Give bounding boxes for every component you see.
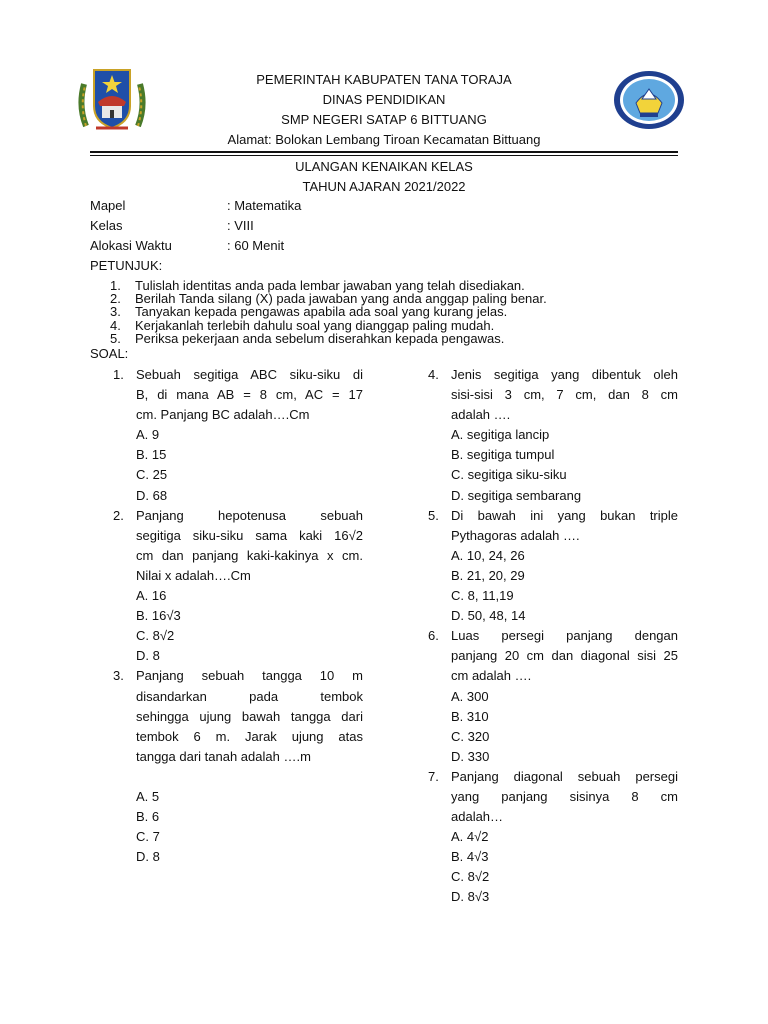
question-body	[451, 506, 678, 627]
answer-option: C. 8√2	[136, 628, 175, 644]
letterhead-divider-thin	[90, 155, 678, 156]
question-text-line: adalah…	[451, 809, 504, 825]
info-value: : Matematika	[227, 198, 302, 213]
question-text-line: Panjang hepotenusa sebuah	[136, 507, 363, 523]
info-value: : VIII	[227, 218, 254, 233]
question-item	[428, 506, 678, 627]
info-label: Mapel	[90, 198, 126, 213]
instruction-text: Kerjakanlah terlebih dahulu soal yang dianggap paling mudah.	[135, 317, 495, 333]
answer-option: B. 6	[136, 808, 160, 824]
question-text-line: Jenis segitiga yang dibentuk oleh	[451, 367, 678, 382]
question-text-line: Di bawah ini yang bukan triple	[451, 507, 678, 523]
instruction-item	[110, 305, 547, 318]
question-body	[136, 506, 363, 667]
question-body	[451, 365, 678, 506]
question-body	[136, 365, 363, 506]
regency-emblem-icon	[76, 66, 148, 132]
question-text-line: cm. Panjang BC adalah….Cm	[136, 407, 310, 423]
question-number: 3.	[113, 668, 124, 684]
letterhead-school: SMP NEGERI SATAP 6 BITTUANG	[281, 112, 487, 127]
question-number: 5.	[428, 507, 439, 523]
question-item	[428, 626, 678, 767]
answer-option: D. 8	[136, 648, 160, 664]
letterhead-address: Alamat: Bolokan Lembang Tiroan Kecamatan Bittuang	[227, 132, 541, 147]
question-text-line: yang panjang sisinya 8 cm	[451, 788, 678, 804]
info-label: Alokasi Waktu	[90, 238, 172, 253]
question-number: 2.	[113, 507, 124, 523]
answer-option: C. 320	[451, 728, 490, 744]
question-text-line: disandarkan pada tembok	[136, 688, 363, 704]
exam-info	[90, 196, 301, 256]
exam-title	[200, 157, 568, 197]
question-number: 1.	[113, 367, 124, 382]
question-spacer	[136, 767, 363, 787]
letterhead	[200, 70, 568, 150]
answer-option: A. 300	[451, 688, 489, 704]
answer-option: D. 8	[136, 849, 160, 865]
question-text-line: segitiga siku-siku sama kaki 16√2	[136, 527, 363, 543]
answer-option: D. 68	[136, 487, 168, 503]
question-body	[451, 767, 678, 908]
answer-option: A. 4√2	[451, 829, 489, 845]
question-text-line: Nilai x adalah….Cm	[136, 567, 251, 583]
question-text-line: Panjang diagonal sebuah persegi	[451, 768, 678, 784]
question-text-line: B, di mana AB = 8 cm, AC = 17	[136, 387, 363, 403]
tut-wuri-handayani-logo-icon	[612, 69, 686, 131]
question-number: 6.	[428, 628, 439, 644]
question-number: 4.	[428, 367, 439, 382]
answer-option: C. segitiga siku-siku	[451, 467, 567, 483]
answer-option: B. 310	[451, 708, 489, 724]
instruction-text: Tulislah identitas anda pada lembar jawaban yang telah disediakan.	[135, 278, 525, 293]
info-value: : 60 Menit	[227, 238, 285, 253]
instruction-item	[110, 332, 547, 345]
question-body	[136, 666, 363, 867]
question-text-line: Sebuah segitiga ABC siku-siku di	[136, 367, 363, 382]
answer-option: C. 25	[136, 467, 168, 483]
instruction-text: Periksa pekerjaan anda sebelum diserahkan kepada pengawas.	[135, 330, 505, 346]
questions-column-right	[428, 365, 678, 908]
answer-option: C. 8, 11,19	[451, 588, 514, 604]
exam-title-name: ULANGAN KENAIKAN KELAS	[295, 159, 473, 174]
question-text-line: cm dan panjang kaki-kakinya x cm.	[136, 547, 363, 563]
question-item	[428, 365, 678, 506]
questions-column-left	[113, 365, 363, 867]
questions-heading: SOAL:	[90, 346, 129, 361]
letterhead-government: PEMERINTAH KABUPATEN TANA TORAJA	[256, 72, 512, 87]
answer-option: B. segitiga tumpul	[451, 447, 555, 463]
answer-option: C. 8√2	[451, 869, 490, 885]
answer-option: A. segitiga lancip	[451, 427, 550, 443]
answer-option: D. 330	[451, 748, 490, 764]
info-row-subject	[90, 196, 301, 216]
exam-title-year: TAHUN AJARAN 2021/2022	[302, 179, 466, 194]
info-row-time	[90, 236, 301, 256]
answer-option: C. 7	[136, 829, 160, 845]
question-text-line: tembok 6 m. Jarak ujung atas	[136, 728, 363, 744]
question-text-line: sisi-sisi 3 cm, 7 cm, dan 8 cm	[451, 387, 678, 403]
question-item	[428, 767, 678, 908]
instruction-number: 3.	[110, 304, 121, 320]
instruction-item	[110, 319, 547, 332]
question-item	[113, 506, 363, 667]
info-row-class	[90, 216, 301, 236]
question-number: 7.	[428, 768, 439, 784]
instruction-text: Tanyakan kepada pengawas apabila ada soal yang kurang jelas.	[135, 304, 508, 320]
answer-option: D. segitiga sembarang	[451, 487, 582, 503]
answer-option: A. 5	[136, 788, 160, 804]
answer-option: B. 15	[136, 447, 167, 463]
question-text-line: adalah ….	[451, 407, 511, 423]
instruction-number: 4.	[110, 317, 121, 333]
answer-option: A. 16	[136, 588, 167, 604]
question-item	[113, 365, 363, 506]
answer-option: B. 4√3	[451, 849, 489, 865]
answer-option: B. 21, 20, 29	[451, 567, 525, 583]
question-item	[113, 666, 363, 867]
answer-option: D. 50, 48, 14	[451, 608, 526, 624]
question-text-line: panjang 20 cm dan diagonal sisi 25	[451, 648, 678, 664]
question-text-line: Pythagoras adalah ….	[451, 527, 580, 543]
question-text-line: Panjang sebuah tangga 10 m	[136, 668, 363, 684]
letterhead-divider-thick	[90, 151, 678, 153]
question-text-line: sehingga ujung bawah tangga dari	[136, 708, 363, 724]
question-body	[451, 626, 678, 767]
instructions-list	[110, 279, 547, 345]
instruction-number: 1.	[110, 278, 121, 293]
instruction-text: Berilah Tanda silang (X) pada jawaban yang anda anggap paling benar.	[135, 291, 547, 307]
instruction-number: 2.	[110, 291, 121, 307]
answer-option: B. 16√3	[136, 608, 181, 624]
question-text-line: tangga dari tanah adalah ….m	[136, 748, 311, 764]
question-text-line: Luas persegi panjang dengan	[451, 628, 678, 644]
answer-option: D. 8√3	[451, 889, 490, 905]
info-label: Kelas	[90, 218, 123, 233]
answer-option: A. 9	[136, 427, 160, 443]
instructions-heading: PETUNJUK:	[90, 258, 163, 273]
letterhead-department: DINAS PENDIDIKAN	[322, 92, 446, 107]
question-text-line: cm adalah ….	[451, 668, 532, 684]
answer-option: A. 10, 24, 26	[451, 547, 525, 563]
instruction-number: 5.	[110, 330, 121, 346]
